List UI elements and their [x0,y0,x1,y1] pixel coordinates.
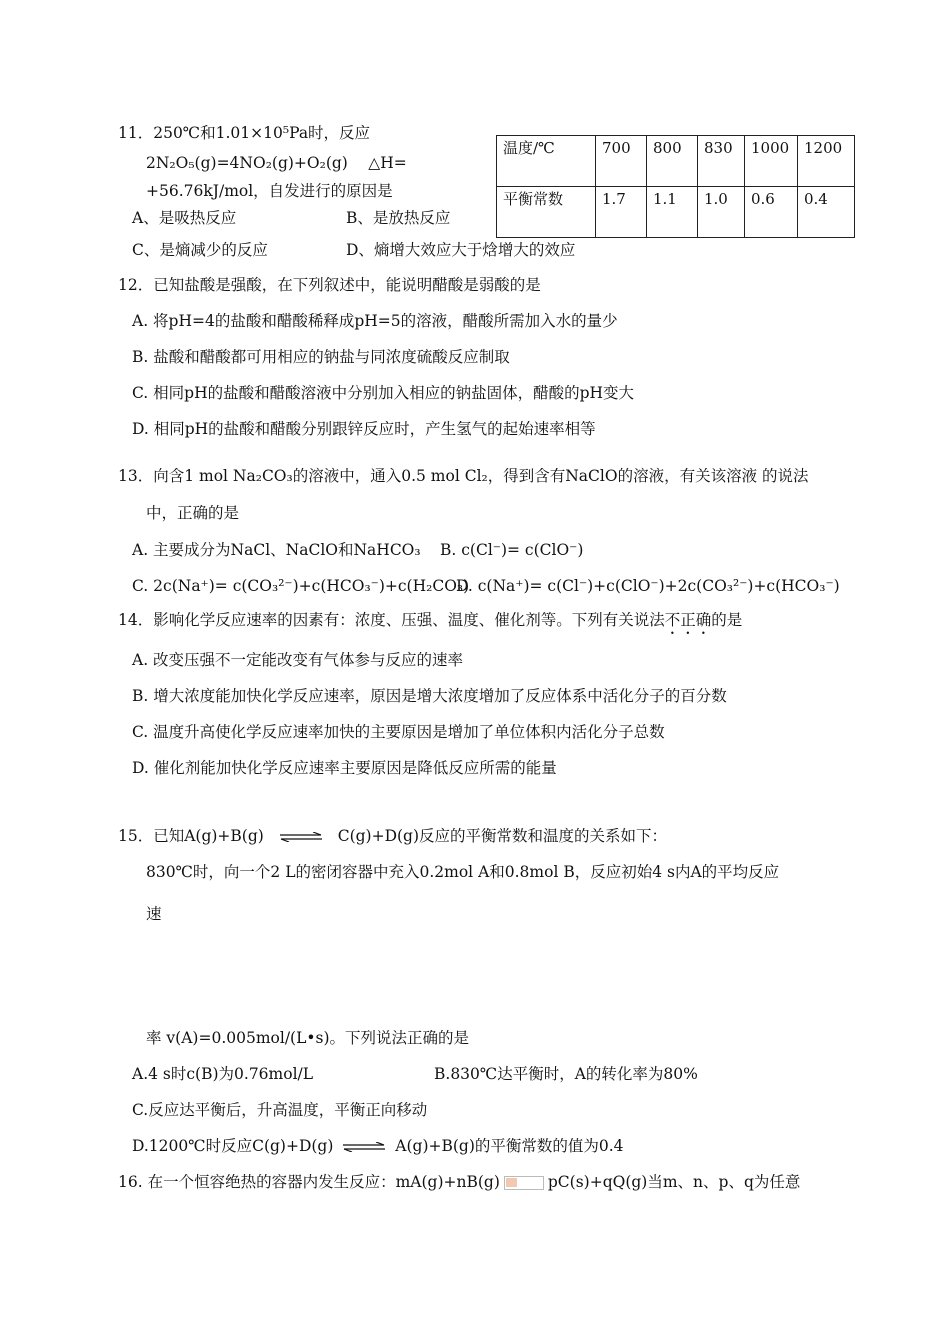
q14-option-a: A. 改变压强不一定能改变有气体参与反应的速率 [132,651,464,669]
table-row-constant [497,187,855,238]
table-cell: 1000 [745,136,798,187]
q13-option-c: C. 2c(Na⁺)= c(CO₃²⁻)+c(HCO₃⁻)+c(H₂CO₃) [132,577,470,595]
q12-stem: 12．已知盐酸是强酸，在下列叙述中，能说明醋酸是弱酸的是 [118,276,541,294]
q14-stem-end: 的是 [711,611,743,629]
q15-line3: 速 [146,905,162,923]
broken-image-icon [504,1176,544,1190]
q11-option-b: B、是放热反应 [346,209,451,227]
q16-stem [118,1172,800,1192]
q14-emphasis-text: 不正确 [664,611,712,629]
q12-option-b: B. 盐酸和醋酸都可用相应的钠盐与同浓度硫酸反应制取 [132,348,510,366]
q11-option-c: C、是熵减少的反应 [132,241,268,259]
q15-products: C(g)+D(g)反应的平衡常数和温度的关系如下： [337,827,668,845]
q15-reactants: 15．已知A(g)+B(g) [118,827,264,845]
q15-line4: 率 v(A)=0.005mol/(L•s)。下列说法正确的是 [146,1029,470,1047]
table-cell: 平衡常数 [497,187,596,238]
q15-option-d-right: A(g)+B(g)的平衡常数的值为0.4 [395,1137,624,1155]
equilibrium-arrow-icon [342,1142,386,1152]
q12-option-a: A. 将pH=4的盐酸和醋酸稀释成pH=5的溶液，醋酸所需加入水的量少 [132,312,618,330]
q13-option-d: D. c(Na⁺)= c(Cl⁻)+c(ClO⁻)+2c(CO₃²⁻)+c(HCO₃⁻) [456,577,840,595]
q16-stem-right: pC(s)+qQ(g)当m、n、p、q为任意 [547,1173,801,1191]
q16-stem-left: 16. 在一个恒容绝热的容器内发生反应：mA(g)+nB(g) [118,1173,500,1191]
q11-line2: 2N₂O₅(g)=4NO₂(g)+O₂(g) △H= [146,154,407,172]
q15-option-c: C.反应达平衡后，升高温度，平衡正向移动 [132,1101,428,1119]
q11-option-a: A、是吸热反应 [132,209,237,227]
table-cell: 0.4 [798,187,855,238]
q12-option-c: C. 相同pH的盐酸和醋酸溶液中分别加入相应的钠盐固体，醋酸的pH变大 [132,384,635,402]
q14-option-c: C. 温度升高使化学反应速率加快的主要原因是增加了单位体积内活化分子总数 [132,723,665,741]
q15-stem [118,826,667,846]
table-cell: 830 [698,136,745,187]
q11-line1: 11．250℃和1.01×10⁵Pa时，反应 [118,124,371,142]
q12-option-d: D. 相同pH的盐酸和醋酸分别跟锌反应时，产生氢气的起始速率相等 [132,420,596,438]
q15-line2: 830℃时，向一个2 L的密闭容器中充入0.2mol A和0.8mol B，反应初始4 s内A的平均反应 [146,863,780,881]
table-cell: 0.6 [745,187,798,238]
q14-option-d: D. 催化剂能加快化学反应速率主要原因是降低反应所需的能量 [132,759,557,777]
q14-stem [118,610,742,638]
q15-option-d [132,1136,624,1156]
table-row-temperature [497,136,855,187]
table-cell: 温度/℃ [497,136,596,187]
q11-line3: +56.76kJ/mol，自发进行的原因是 [146,182,393,200]
q15-option-a: A.4 s时c(B)为0.76mol/L [132,1065,314,1083]
q13-option-b: B. c(Cl⁻)= c(ClO⁻) [440,541,584,559]
q13-stem-line2: 中，正确的是 [146,504,240,522]
table-cell: 1.1 [647,187,698,238]
table-cell: 800 [647,136,698,187]
q15-option-b: B.830℃达平衡时，A的转化率为80% [434,1065,698,1083]
table-cell: 1.0 [698,187,745,238]
q13-option-a: A. 主要成分为NaCl、NaClO和NaHCO₃ [132,541,421,559]
q13-stem-line1: 13．向含1 mol Na₂CO₃的溶液中，通入0.5 mol Cl₂，得到含有NaClO的溶液，有关该溶液 的说法 [118,467,809,485]
table-cell: 700 [596,136,647,187]
equilibrium-table [496,135,855,238]
q11-option-d: D、熵增大效应大于焓增大的效应 [346,241,576,259]
q14-option-b: B. 增大浓度能加快化学反应速率，原因是增大浓度增加了反应体系中活化分子的百分数 [132,687,727,705]
q14-stem-text: 14．影响化学反应速率的因素有：浓度、压强、温度、催化剂等。下列有关说法 [118,611,665,629]
equilibrium-arrow-icon [279,832,323,842]
table-cell: 1200 [798,136,855,187]
q15-option-d-left: D.1200℃时反应C(g)+D(g) [132,1137,334,1155]
table-cell: 1.7 [596,187,647,238]
